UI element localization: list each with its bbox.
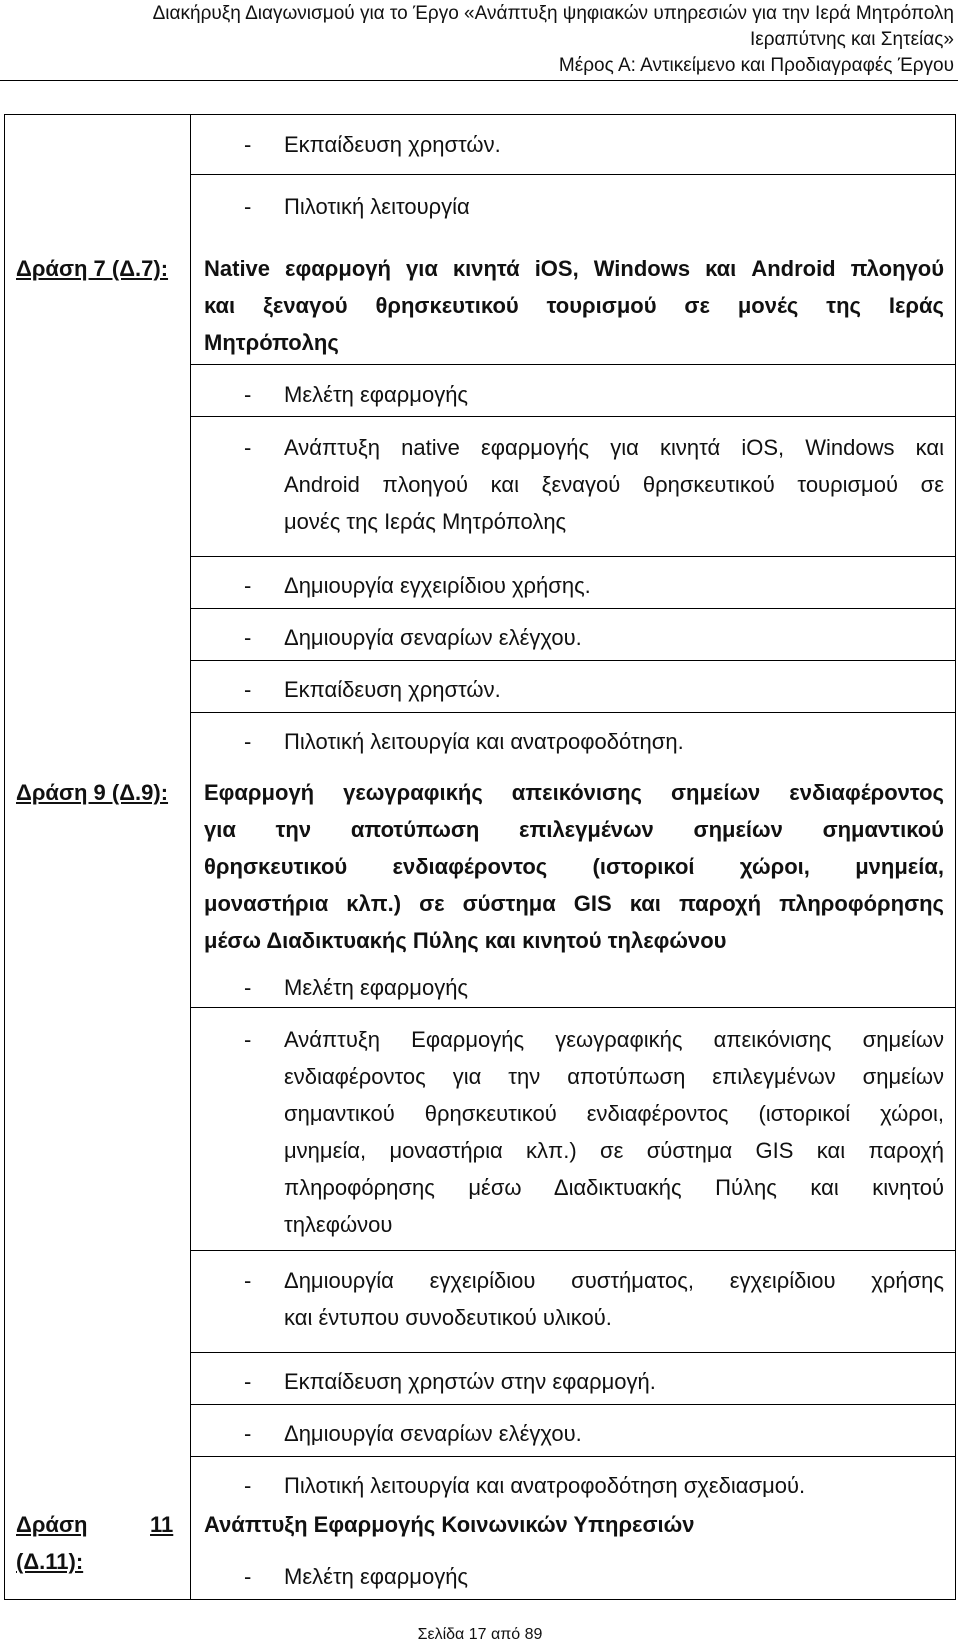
action-9-title-line: Εφαρμογή γεωγραφικής απεικόνισης σημείων ενδιαφέροντος xyxy=(204,780,944,805)
list-item-line: Δημιουργία εγχειρίδιου συστήματος, εγχειρίδιου χρήσης xyxy=(284,1268,944,1293)
row-separator xyxy=(190,712,956,713)
action-7-label: Δράση 7 (Δ.7): xyxy=(16,256,169,281)
header-line-1: Διακήρυξη Διαγωνισμού για το Έργο «Ανάπτυξη ψηφιακών υπηρεσιών για την Ιερά Μητρόπολη xyxy=(152,3,954,24)
row-separator xyxy=(190,174,956,175)
list-item: Δημιουργία σεναρίων ελέγχου. xyxy=(284,1421,582,1446)
list-dash: - xyxy=(244,1369,252,1394)
list-dash: - xyxy=(244,1027,252,1052)
row-separator xyxy=(190,556,956,557)
list-item: Μελέτη εφαρμογής xyxy=(284,382,469,407)
list-item-line: και έντυπου συνοδευτικού υλικού. xyxy=(284,1305,612,1330)
list-item-line: τηλεφώνου xyxy=(284,1212,393,1237)
list-item: Πιλοτική λειτουργία και ανατροφοδότηση σχεδιασμού. xyxy=(284,1473,806,1498)
list-dash: - xyxy=(244,1473,252,1498)
list-dash: - xyxy=(244,729,252,754)
list-item: Πιλοτική λειτουργία και ανατροφοδότηση. xyxy=(284,729,684,754)
list-item: Εκπαίδευση χρηστών. xyxy=(284,132,501,157)
row-separator xyxy=(190,1007,956,1008)
table-border-bottom xyxy=(4,1599,956,1600)
list-dash: - xyxy=(244,1268,252,1293)
list-item: Δημιουργία σεναρίων ελέγχου. xyxy=(284,625,582,650)
header-line-3: Μέρος Α: Αντικείμενο και Προδιαγραφές Έργου xyxy=(558,55,954,76)
list-dash: - xyxy=(244,382,252,407)
list-item-line: Android πλοηγού και ξεναγού θρησκευτικού τουρισμού σε xyxy=(284,472,944,497)
row-separator xyxy=(190,364,956,365)
list-item-line: σημαντικού θρησκευτικού ενδιαφέροντος (ιστορικοί χώροι, xyxy=(284,1101,944,1126)
row-separator xyxy=(190,1250,956,1251)
action-11-label-word: Δράση xyxy=(16,1512,88,1537)
row-separator xyxy=(190,1404,956,1405)
list-item-line: Ανάπτυξη Εφαρμογής γεωγραφικής απεικόνισης σημείων xyxy=(284,1027,944,1052)
list-item: Εκπαίδευση χρηστών. xyxy=(284,677,501,702)
header-line-2: Ιεραπύτνης και Σητείας» xyxy=(749,29,954,50)
row-separator xyxy=(190,608,956,609)
list-item-line: ενδιαφέροντος για την αποτύπωση επιλεγμένων σημείων xyxy=(284,1064,944,1089)
action-7-title-line: και ξεναγού θρησκευτικού τουρισμού σε μονές της Ιεράς xyxy=(204,293,944,318)
action-11-title: Ανάπτυξη Εφαρμογής Κοινωνικών Υπηρεσιών xyxy=(204,1512,695,1537)
action-7-title-line: Μητρόπολης xyxy=(204,330,339,355)
list-item: Εκπαίδευση χρηστών στην εφαρμογή. xyxy=(284,1369,656,1394)
list-item-line: μονές της Ιεράς Μητρόπολης xyxy=(284,509,567,534)
row-separator xyxy=(190,416,956,417)
list-item-line: μνημεία, μοναστήρια κλπ.) σε σύστημα GIS και παροχή xyxy=(284,1138,944,1163)
list-item: Δημιουργία εγχειρίδιου χρήσης. xyxy=(284,573,591,598)
table-border-top xyxy=(4,114,956,115)
list-dash: - xyxy=(244,677,252,702)
action-9-title-line: μοναστήρια κλπ.) σε σύστημα GIS και παροχή πληροφόρησης xyxy=(204,891,944,916)
list-dash: - xyxy=(244,435,252,460)
action-11-label-number: 11 xyxy=(150,1512,174,1537)
page-number: Σελίδα 17 από 89 xyxy=(417,1626,543,1643)
list-dash: - xyxy=(244,975,252,1000)
action-9-label: Δράση 9 (Δ.9): xyxy=(16,780,169,805)
row-separator xyxy=(190,1456,956,1457)
table-column-divider xyxy=(190,114,191,1600)
list-dash: - xyxy=(244,573,252,598)
list-dash: - xyxy=(244,194,252,219)
action-11-label-code: (Δ.11): xyxy=(16,1549,84,1574)
table-border-left xyxy=(4,114,5,1600)
row-separator xyxy=(190,660,956,661)
action-9-title-line: μέσω Διαδικτυακής Πύλης και κινητού τηλεφώνου xyxy=(204,928,727,953)
list-item: Πιλοτική λειτουργία xyxy=(284,194,470,219)
table-border-right xyxy=(955,114,956,1600)
list-item: Μελέτη εφαρμογής xyxy=(284,975,469,1000)
action-7-title-line: Native εφαρμογή για κινητά iOS, Windows και Android πλοηγού xyxy=(204,256,944,281)
action-9-title-line: θρησκευτικού ενδιαφέροντος (ιστορικοί χώροι, μνημεία, xyxy=(204,854,944,879)
list-dash: - xyxy=(244,1421,252,1446)
list-dash: - xyxy=(244,1564,252,1589)
list-item-line: πληροφόρησης μέσω Διαδικτυακής Πύλης και κινητού xyxy=(284,1175,944,1200)
list-dash: - xyxy=(244,132,252,157)
row-separator xyxy=(190,1352,956,1353)
action-9-title-line: για την αποτύπωση επιλεγμένων σημείων σημαντικού xyxy=(204,817,944,842)
list-dash: - xyxy=(244,625,252,650)
list-item: Μελέτη εφαρμογής xyxy=(284,1564,469,1589)
list-item-line: Ανάπτυξη native εφαρμογής για κινητά iOS, Windows και xyxy=(284,435,944,460)
